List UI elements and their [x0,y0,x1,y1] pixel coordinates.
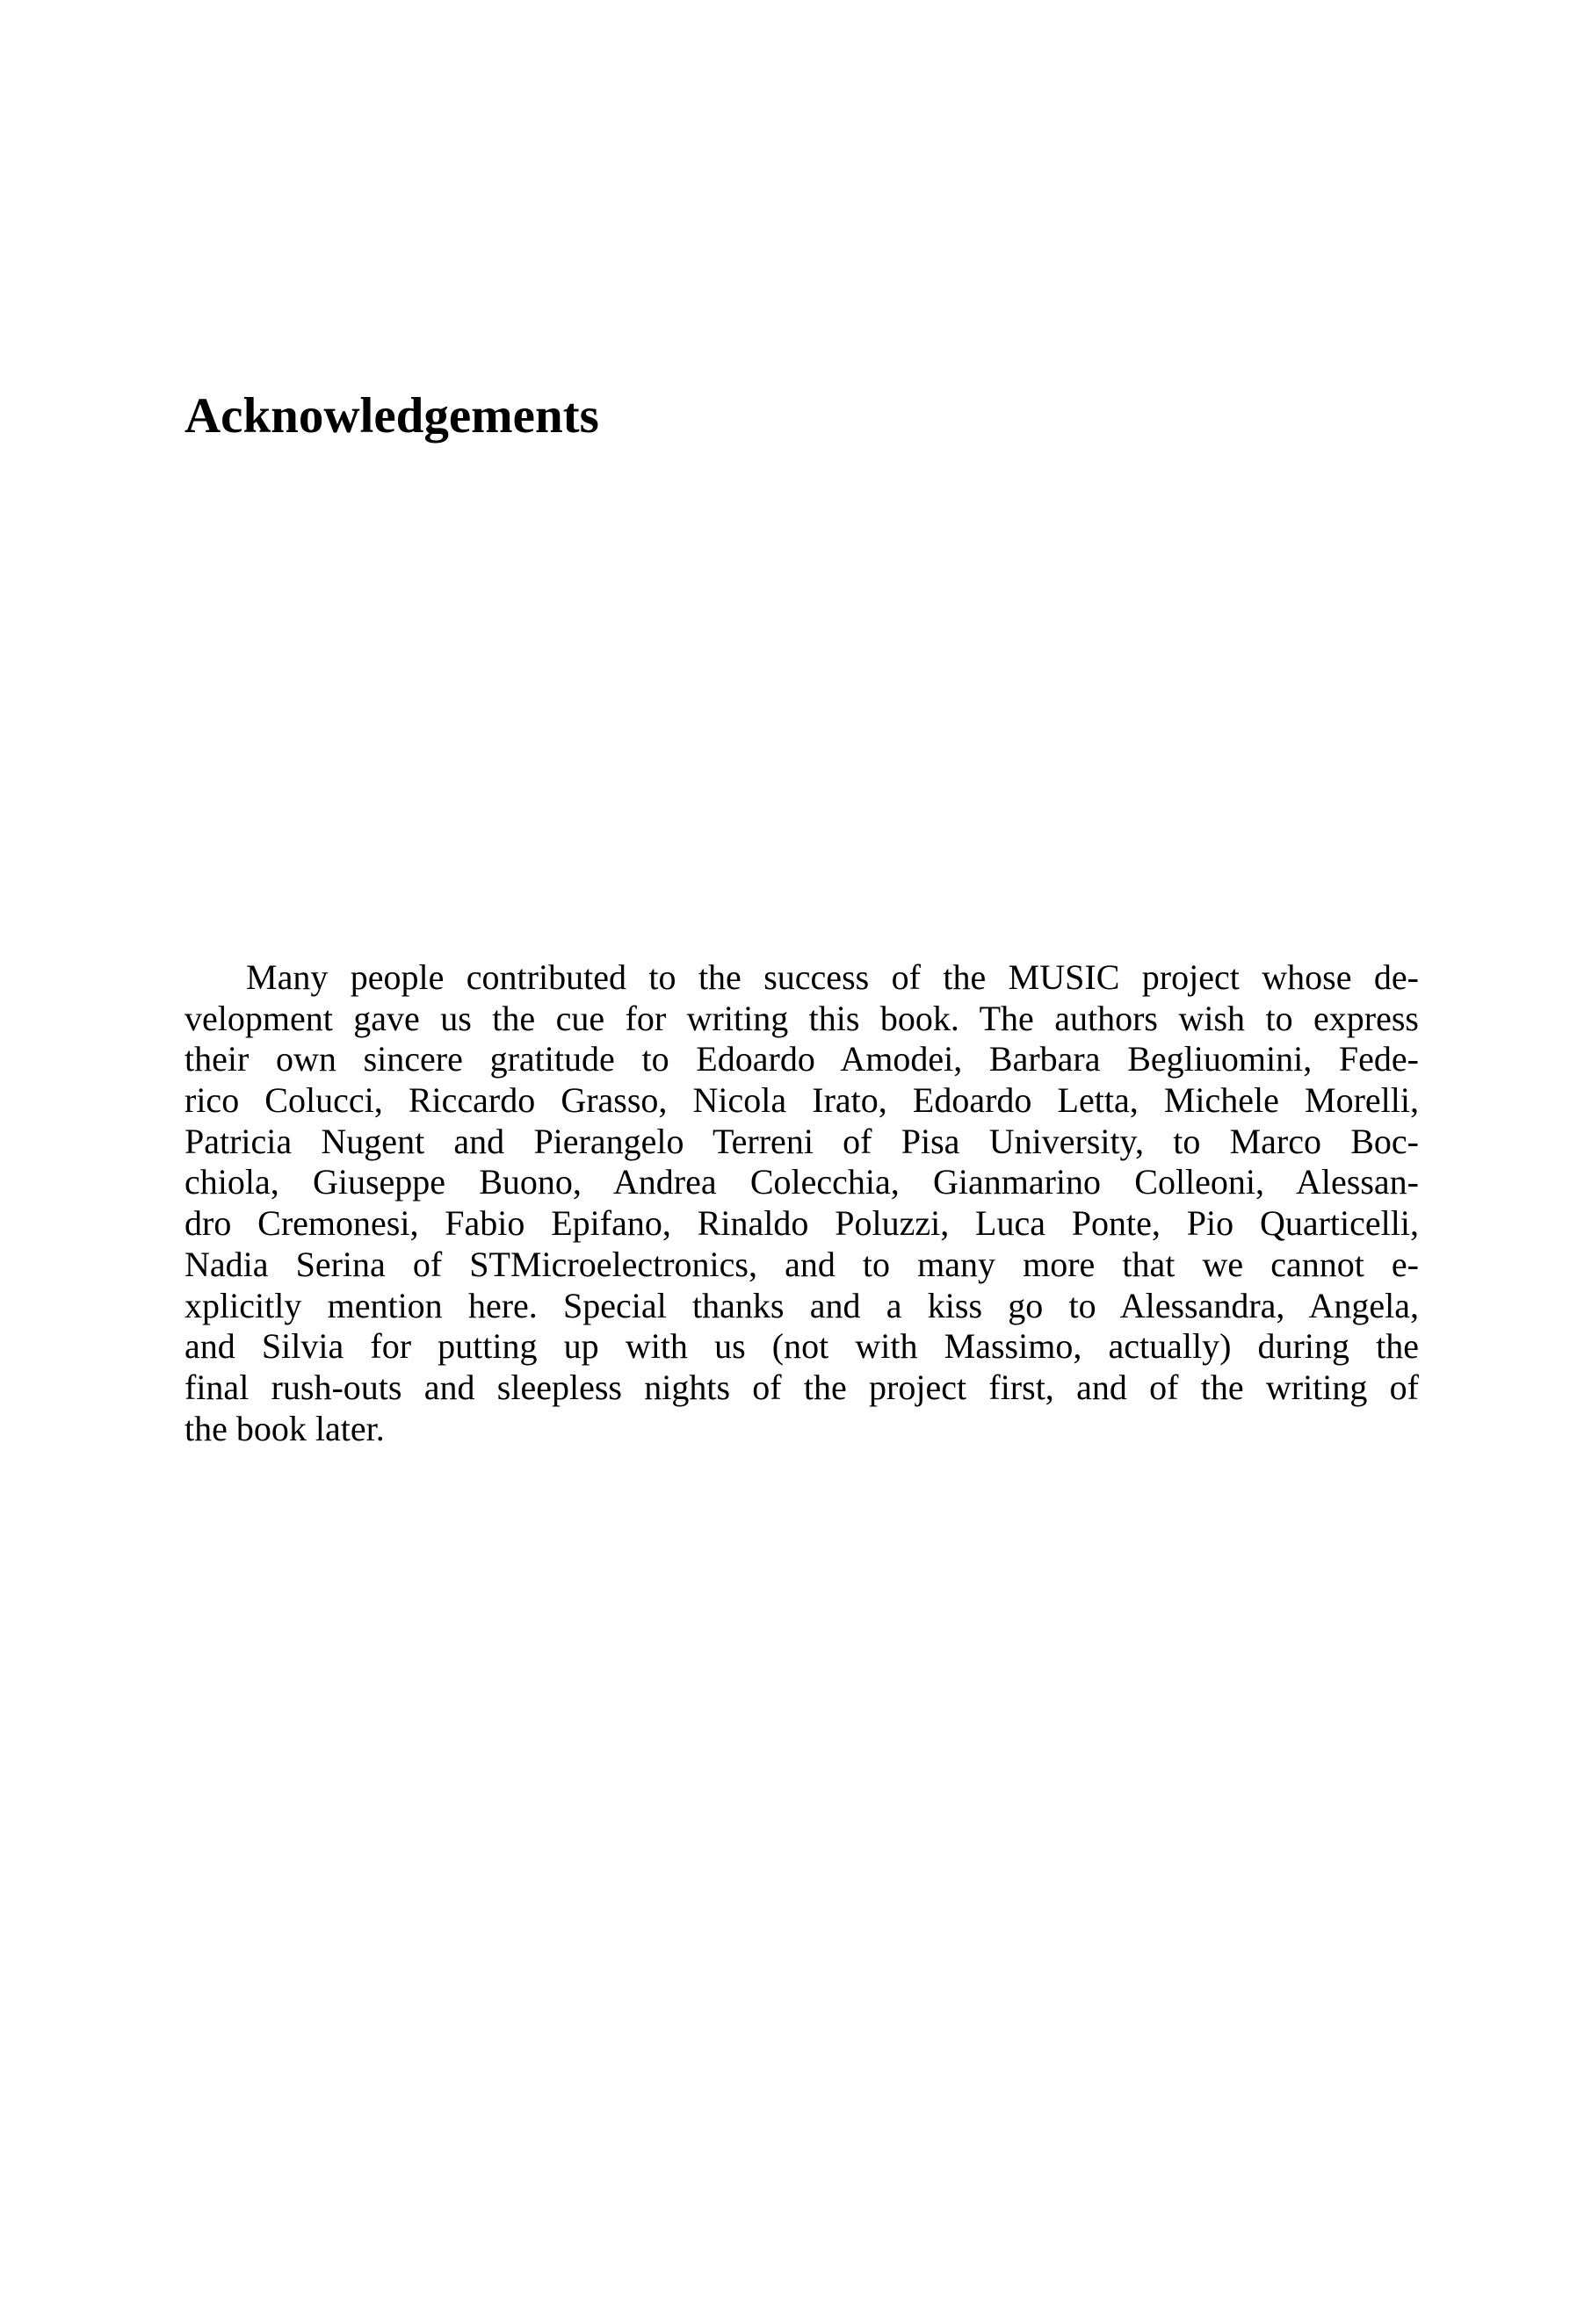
paragraph-line: xplicitly mention here. Special thanks and a kiss go to Alessandra, Angela, [184,1285,1419,1325]
paragraph-line: final rush-outs and sleepless nights of the project first, and of the writing of [184,1367,1419,1407]
paragraph-line: chiola, Giuseppe Buono, Andrea Colecchia, Gianmarino Colleoni, Alessan- [184,1162,1419,1202]
paragraph-line: velopment gave us the cue for writing this book. The authors wish to express [184,998,1419,1038]
paragraph-line: rico Colucci, Riccardo Grasso, Nicola Irato, Edoardo Letta, Michele Morelli, [184,1080,1419,1121]
paragraph-line: the book later. [184,1408,385,1448]
paragraph-line: dro Cremonesi, Fabio Epifano, Rinaldo Poluzzi, Luca Ponte, Pio Quarticelli, [184,1203,1419,1244]
paragraph-line: and Silvia for putting up with us (not with Massimo, actually) during the [184,1326,1419,1367]
paragraph-line: Patricia Nugent and Pierangelo Terreni of Pisa University, to Marco Boc- [184,1121,1419,1161]
paragraph-line: their own sincere gratitude to Edoardo Amodei, Barbara Begliuomini, Fede- [184,1039,1419,1079]
page-title: Acknowledgements [184,388,599,444]
paragraph-line: Many people contributed to the success of the MUSIC project whose de- [246,957,1419,997]
acknowledgements-paragraph [184,957,1419,1449]
paragraph-line: Nadia Serina of STMicroelectronics, and to many more that we cannot e- [184,1244,1419,1284]
